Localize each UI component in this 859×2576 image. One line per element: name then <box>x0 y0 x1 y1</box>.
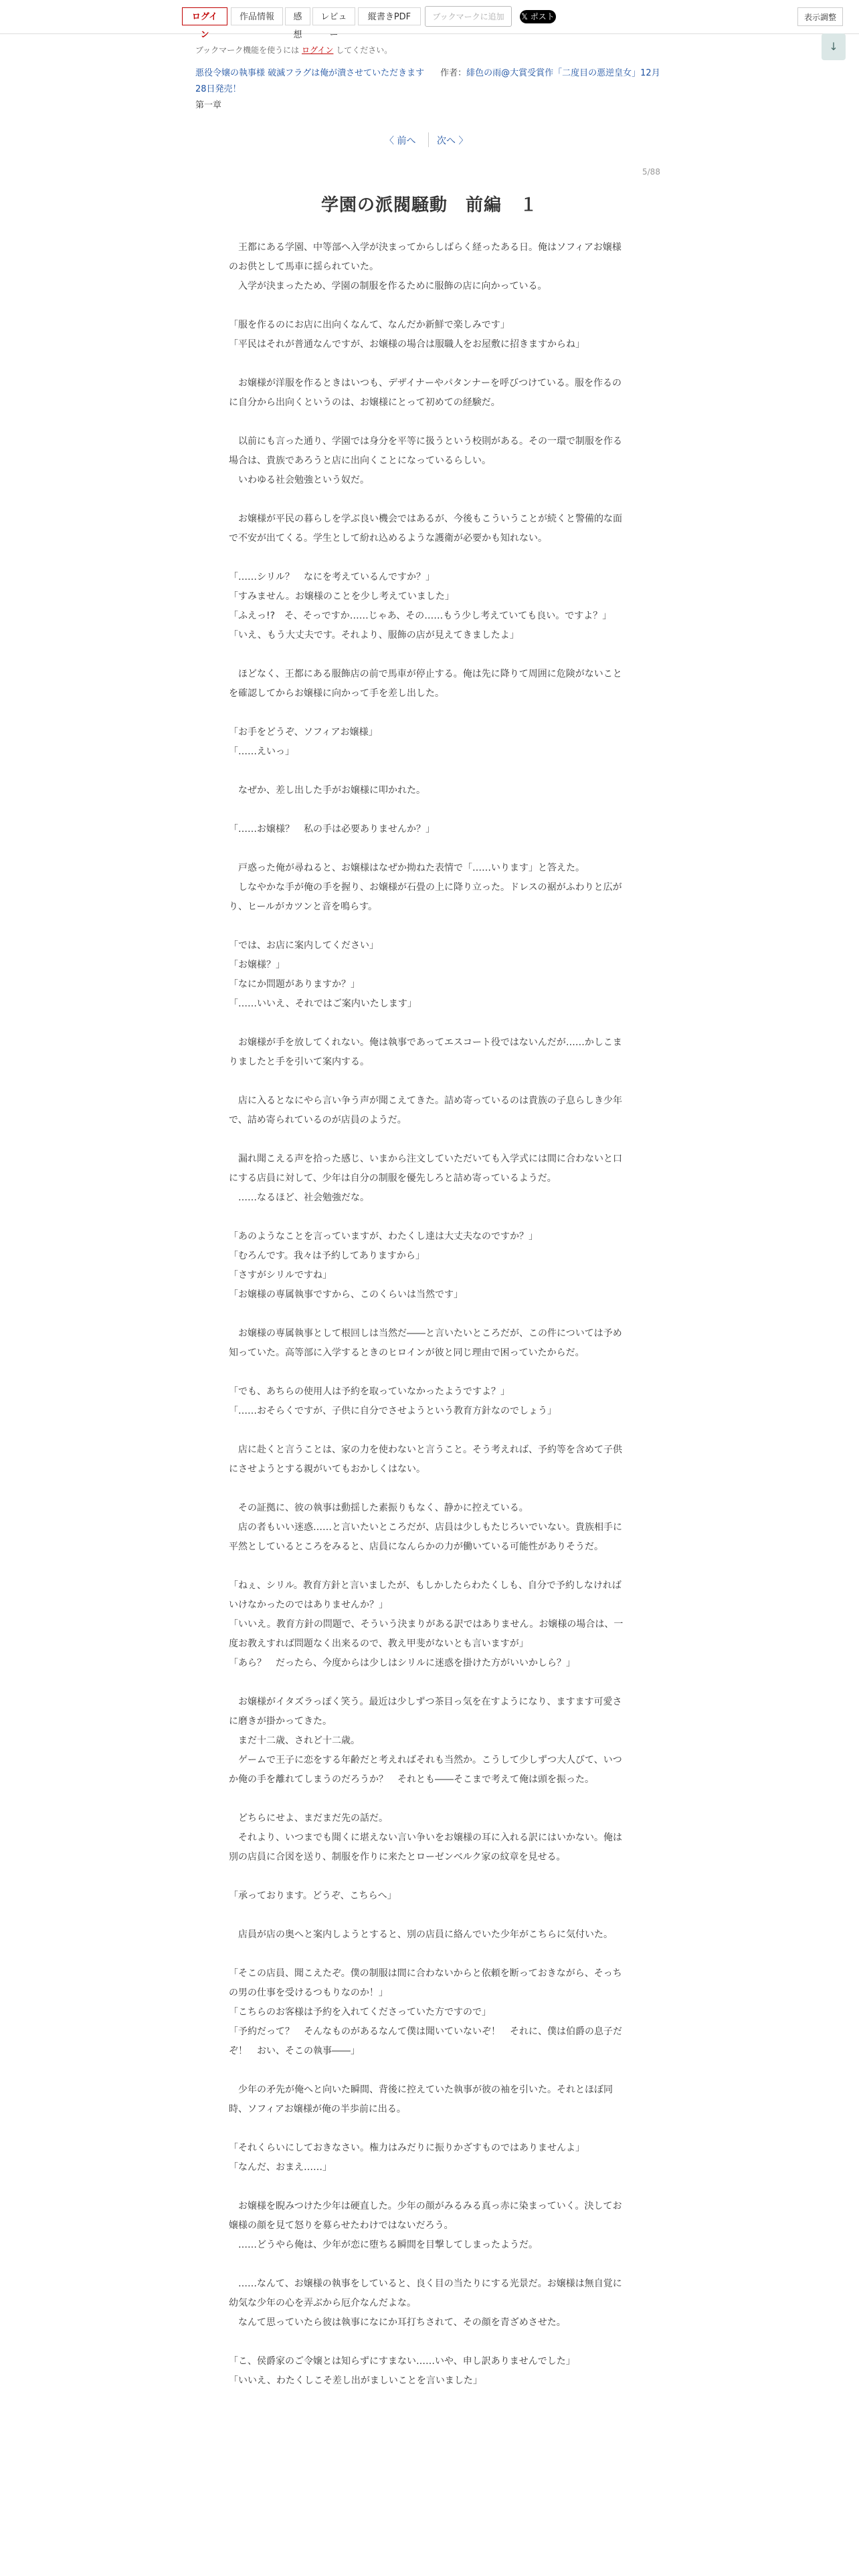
novel-line: 「それくらいにしておきなさい。権力はみだりに振りかざすものではありませんよ」 <box>229 2143 585 2153</box>
novel-line: 「こちらのお客様は予約を入れてくださっていた方ですので」 <box>229 2007 491 2018</box>
review-button[interactable]: レビュー <box>312 7 355 25</box>
novel-line: ……どうやら俺は、少年が恋に堕ちる瞬間を目撃してしまったようだ。 <box>229 2240 538 2250</box>
novel-line: 王都にある学園、中等部へ入学が決まってからしばらく経ったある日。俺はソフィアお嬢様のお供として馬車に揺られていた。 <box>229 242 622 272</box>
bookmark-add-button[interactable]: ブックマークに追加 <box>425 6 512 27</box>
novel-line: 店に入るとなにやら言い争う声が聞こえてきた。詰め寄っているのは貴族の子息らしき少年で、詰め寄られているのが店員のようだ。 <box>229 1095 622 1125</box>
novel-line: 「服を作るのにお店に出向くなんて、なんだか新鮮で楽しみです」 <box>229 320 510 330</box>
novel-line: 「ねぇ、シリル。教育方針と言いましたが、もしかしたらわたくしも、自分で予約しなければいけなかったのではありませんか？」 <box>229 1580 622 1610</box>
novel-paragraph <box>229 1091 630 1130</box>
novel-line: 「でも、あちらの使用人は予約を取っていなかったようですよ？」 <box>229 1386 510 1397</box>
novel-line: 「そこの店員、聞こえたぞ。僕の制服は間に合わないからと依頼を断っておきながら、そっちの男の仕事を受けるつもりなのか！」 <box>229 1968 622 1998</box>
novel-paragraph <box>229 1964 630 2061</box>
novel-line: 「なんだ、おまえ……」 <box>229 2162 332 2173</box>
novel-paragraph <box>229 1809 630 1867</box>
novel-line: 「お嬢様？」 <box>229 960 285 970</box>
novel-line: ……なるほど、社会勉強だな。 <box>229 1192 369 1203</box>
novel-line: お嬢様が手を放してくれない。俺は執事であってエスコート役ではないんだが……かしこまりましたと手を引いて案内する。 <box>229 1037 622 1067</box>
novel-line: お嬢様が平民の暮らしを学ぶ良い機会ではあるが、今後もこういうことが続くと警備的な面で不安が出てくる。学生として紛れ込めるような護衛が必要かも知れない。 <box>229 514 622 544</box>
novel-paragraph <box>229 2274 630 2333</box>
series-header <box>195 66 664 98</box>
novel-paragraph <box>229 1033 630 1072</box>
novel-paragraph <box>229 432 630 490</box>
novel-line: 「お手をどうぞ、ソフィアお嬢様」 <box>229 727 378 738</box>
novel-line: なぜか、差し出した手がお嬢様に叩かれた。 <box>229 785 425 796</box>
novel-paragraph <box>229 1576 630 1673</box>
novel-line: お嬢様が洋服を作るときはいつも、デザイナーやパタンナーを呼びつけている。服を作るのに自分から出向くというのは、お嬢様にとって初めての経験だ。 <box>229 378 622 408</box>
novel-line: ほどなく、王都にある服飾店の前で馬車が停止する。俺は先に降りて周囲に危険がないことを確認してからお嬢様に向かって手を差し出した。 <box>229 669 622 699</box>
novel-paragraph <box>229 2197 630 2255</box>
novel-paragraph <box>229 568 630 645</box>
novel-line: 「お嬢様の専属執事ですから、このくらいは当然です」 <box>229 1289 463 1300</box>
novel-paragraph <box>229 510 630 548</box>
novel-line: 「いいえ、わたくしこそ差し出がましいことを言いました」 <box>229 2375 482 2386</box>
novel-paragraph <box>229 859 630 917</box>
novel-line: ……なんて、お嬢様の執事をしていると、良く目の当たりにする光景だ。お嬢様は無自覚に幼気な少年の心を弄ぶから厄介なんだよな。 <box>229 2278 622 2309</box>
work-info-button[interactable]: 作品情報 <box>231 7 283 25</box>
login-button[interactable]: ログイン <box>182 7 227 25</box>
novel-line: しなやかな手が俺の手を握り、お嬢様が石畳の上に降り立った。ドレスの裾がふわりと広がり、ヒールがカツンと音を鳴らす。 <box>229 882 622 912</box>
novel-line: 「さすがシリルですね」 <box>229 1270 332 1281</box>
novel-paragraph <box>229 665 630 704</box>
novel-line: 「では、お店に案内してください」 <box>229 940 379 951</box>
novel-paragraph <box>229 1227 630 1305</box>
novel-paragraph <box>229 1382 630 1421</box>
notice-prefix: ブックマーク機能を使うには <box>195 45 300 55</box>
novel-line: 「あら？ だったら、今度からは少しはシリルに迷惑を掛けた方がいいかしら？」 <box>229 1658 575 1669</box>
novel-line: ゲームで王子に恋をする年齢だと考えればそれも当然か。こうして少しずつ大人びて、いつか俺の手を離れてしまうのだろうか？ それとも――そこまで考えて俺は頭を振った。 <box>229 1755 622 1785</box>
pager-divider <box>428 132 429 147</box>
novel-line: それより、いつまでも聞くに堪えない言い争いをお嬢様の耳に入れる訳にはいかない。俺は別の店員に合図を送り、制服を作りに来たとローゼンベルク家の紋章を見せる。 <box>229 1832 622 1862</box>
novel-paragraph <box>229 1324 630 1363</box>
author-label: 作者： <box>440 68 467 78</box>
novel-line: 店の者もいい迷惑……と言いたいところだが、店員は少しもたじろいでいない。貴族相手に平然としているところをみると、店員になんらかの力が働いている可能性がありそうだ。 <box>229 1522 622 1552</box>
novel-line: 「承っております。どうぞ、こちらへ」 <box>229 1891 397 1901</box>
novel-line: なんて思っていたら彼は執事になにか耳打ちされて、その顔を青ざめさせた。 <box>229 2317 566 2328</box>
bookmark-notice <box>195 44 392 56</box>
novel-line: お嬢様を睨みつけた少年は硬直した。少年の顔がみるみる真っ赤に染まっていく。決してお嬢様の顔を見て怒りを募らせたわけではないだろう。 <box>229 2201 622 2231</box>
novel-line: まだ十二歳、されど十二歳。 <box>229 1735 360 1746</box>
novel-line: お嬢様の専属執事として根回しは当然だ――と言いたいところだが、この件については予め知っていた。高等部に入学するときのヒロインが彼と同じ理由で困っていたからだ。 <box>229 1328 622 1358</box>
novel-line: 「平民はそれが普通なんですが、お嬢様の場合は服職人をお屋敷に招きますからね」 <box>229 339 585 350</box>
chapter-title: 第一章 <box>195 100 222 110</box>
novel-line: 店員が店の奥へと案内しようとすると、別の店員に絡んでいた少年がこちらに気付いた。 <box>229 1929 613 1940</box>
next-page-link[interactable]: 次へ 〉 <box>437 136 468 146</box>
novel-line: 「なにか問題がありますか？」 <box>229 979 360 990</box>
novel-line: 戸惑った俺が尋ねると、お嬢様はなぜか拗ねた表情で「……いります」と答えた。 <box>229 863 585 873</box>
vertical-pdf-button[interactable]: 縦書きPDF <box>358 7 421 25</box>
author-name-link[interactable]: 緋色の雨@大賞受賞作「二度目の悪逆皇女」12月28日発売！ <box>195 68 660 94</box>
novel-paragraph <box>229 1440 630 1479</box>
novel-line: 「むろんです。我々は予約してありますから」 <box>229 1251 425 1261</box>
prev-page-link[interactable]: 〈 前へ <box>385 136 416 146</box>
novel-line: お嬢様がイタズラっぽく笑う。最近は少しずつ茶目っ気を在すようになり、ますます可愛さに磨きが掛かってきた。 <box>229 1697 622 1727</box>
novel-paragraph <box>229 2352 630 2391</box>
novel-line: 「……おそらくですが、子供に自分でさせようという教育方針なのでしょう」 <box>229 1406 557 1416</box>
novel-paragraph <box>229 936 630 1014</box>
novel-line: 店に赴くと言うことは、家の力を使わないと言うこと。そう考えれば、予約等を含めて子供にさせようとする親がいてもおかしくはない。 <box>229 1444 622 1475</box>
novel-line: いわゆる社会勉強という奴だ。 <box>229 475 369 486</box>
novel-paragraph <box>229 1693 630 1790</box>
novel-line: 漏れ聞こえる声を拾った感じ、いまから注文していただいても入学式には間に合わないと口にする店員に対して、少年は自分の制服を優先しろと詰め寄っているようだ。 <box>229 1154 622 1184</box>
episode-title: 学園の派閥騒動 前編 １ <box>320 195 538 215</box>
novel-line: 以前にも言った通り、学園では身分を平等に扱うという校則がある。その一環で制服を作る場合は、貴族であろうと店に出向くことになっているらしい。 <box>229 436 622 466</box>
display-adjust-button[interactable]: 表示調整 <box>797 7 843 26</box>
novel-line: 入学が決まったため、学園の制服を作るために服飾の店に向かっている。 <box>229 281 547 292</box>
series-title-link[interactable]: 悪役令嬢の執事様 破滅フラグは俺が潰させていただきます <box>195 68 425 78</box>
novel-paragraph <box>229 1499 630 1557</box>
novel-paragraph <box>229 2080 630 2119</box>
notice-login-link[interactable]: ログイン <box>302 45 334 55</box>
notice-suffix: してください。 <box>336 45 393 55</box>
impressions-button[interactable]: 感想 <box>285 7 310 25</box>
novel-paragraph <box>229 1925 630 1945</box>
novel-line: 「……えいっ」 <box>229 746 294 757</box>
novel-line: 「あのようなことを言っていますが、わたくし達は大丈夫なのですか？」 <box>229 1231 538 1242</box>
novel-line: 「予約だって？ そんなものがあるなんて僕は聞いていないぞ！ それに、僕は伯爵の息子だぞ！ おい、そこの執事――」 <box>229 2026 622 2056</box>
novel-line: 少年の矛先が俺へと向いた瞬間、背後に控えていた執事が彼の袖を引いた。それとほぼ同時、ソフィアお嬢様が俺の半歩前に出る。 <box>229 2084 613 2115</box>
top-navigation-bar <box>0 0 859 40</box>
novel-paragraph <box>229 316 630 354</box>
novel-paragraph <box>229 374 630 413</box>
novel-paragraph <box>229 238 630 296</box>
novel-paragraph <box>229 2139 630 2177</box>
novel-line: 「こ、侯爵家のご令嬢とは知らずにすまない……いや、申し訳ありませんでした」 <box>229 2356 575 2367</box>
page-number: 5/88 <box>642 167 660 177</box>
novel-line: 「ふえっ!? そ、そっですか……じゃあ、その……もう少し考えていても良い。ですよ？」 <box>229 611 612 621</box>
novel-line: 「いえ、もう大丈夫です。それより、服飾の店が見えてきましたよ」 <box>229 630 519 641</box>
novel-line: 「……いいえ、それではご案内いたします」 <box>229 998 417 1009</box>
x-post-button[interactable]: 𝕏 ポスト <box>520 10 556 23</box>
novel-line: その証拠に、彼の執事は動揺した素振りもなく、静かに控えている。 <box>229 1503 529 1513</box>
novel-paragraph <box>229 781 630 800</box>
novel-paragraph <box>229 820 630 839</box>
novel-line: 「すみません。お嬢様のことを少し考えていました」 <box>229 591 454 602</box>
novel-paragraph <box>229 1887 630 1906</box>
novel-body <box>229 238 630 2410</box>
novel-line: 「……シリル？ なにを考えているんですか？」 <box>229 572 435 582</box>
novel-line: 「いいえ。教育方針の問題で、そういう決まりがある訳ではありません。お嬢様の場合は、一度お教えすれば問題なく出来るので、教え甲斐がないとも言いますが」 <box>229 1619 624 1649</box>
novel-line: 「……お嬢様？ 私の手は必要ありませんか？」 <box>229 824 435 835</box>
novel-paragraph <box>229 723 630 762</box>
novel-line: どちらにせよ、まだまだ先の話だ。 <box>229 1813 388 1824</box>
scroll-down-icon[interactable]: ↓ <box>822 33 846 60</box>
novel-paragraph <box>229 1150 630 1208</box>
